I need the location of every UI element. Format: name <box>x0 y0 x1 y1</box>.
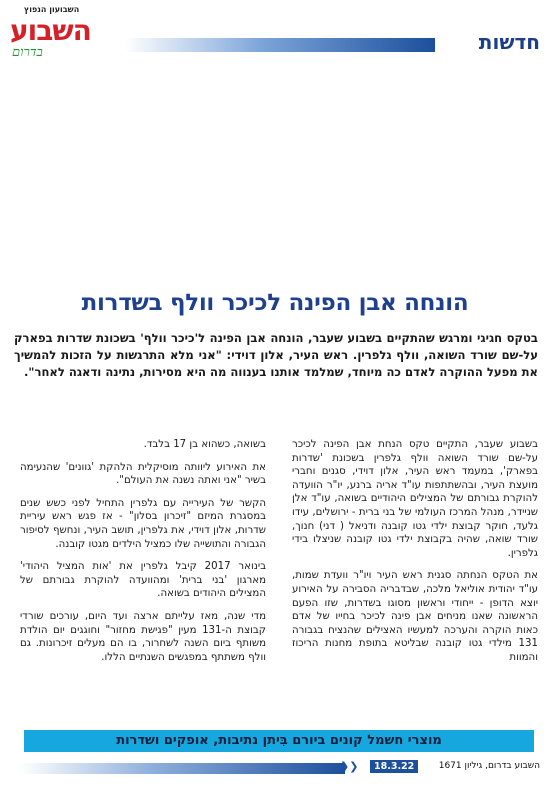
billboard-body: פינת זיכרון לכיכר וולף גלפרין שורד השואה <box>361 107 442 121</box>
body-paragraph: מדי שנה, מאז עלייתם ארצה ועד היום, עורכים שורדי קבוצת ה-131 מעין "פגישת מחזור" וחוגגים יום הולדת משותף ביום השנה לשחרור, בו הם מעלים זיכרונות. גם וולף משתתף במפגשים השנתיים הללו. <box>20 610 267 663</box>
city-emblem-icon <box>174 205 218 269</box>
advertisement-banner[interactable]: מוצרי חשמל קונים ביורם בִּיתן נתיבות, אופקים ושדרות <box>24 730 534 752</box>
footer-gradient-bar <box>20 763 345 774</box>
background-ground <box>0 245 550 288</box>
podium <box>65 152 245 288</box>
billboard-title: "כל איש יש שם שנתן לו אלוקים" <box>369 83 446 100</box>
body-paragraph: בשבוע שעבר, התקיים טקס הנחת אבן הפינה לכיכר על-שם שורד השואה וולף גלפרין בשכונת 'שדרות בפארק', במעמד ראש העיר, אלון דוידי, סגנים וחברי מועצת העיר, ובהשתתפות עו"ד אריה ברנע, יו"ר הוועדה להוקרת גבורתם של המצילים היהודיים בשואה, עו"ד אלן שניידר, מנהל המרכז העולמי של בני ברית - ירושלים, עידו גלעד, חוקר קבוצת ילדי גטו קובנה ודניאל ( דני) חנוך, שורד שואה, שהיה בקבוצת ילדי גטו קובנה שניצלו בידי גלפרין. <box>292 439 538 559</box>
body-paragraph: הקשר של העירייה עם גלפרין התחיל לפני כשש שנים במסגרת המיזם "זיכרון בסלון" - אז פגש ראש עיריית שדרות, אלון דוידי, את גלפרין, תושב העיר, ונחשף לסיפור הגבורה והתושייה שלו כמציל הילדים מגטו קובנה. <box>20 497 266 550</box>
body-paragraph: את הטקס הנחתה סגנית ראש העיר ויו"ר וועדת שמות, עו"ד יהודית אוליאל מלכה, שבדבריה הסבירה על האירוע יוצא הדופן - ייחודי וראשון מסוגו בשדרות, שזו הפעם הראשונה שאנו מניחים אבן פינה לכיכר בחייו של אדם כאות הוקרה והערכה למעשיו האצילים שהנציח בגבורה 131 מילדי גטו קובנה שבליטא בתופת מחנות הריכוז והמוות <box>292 570 538 663</box>
logo-tagline: השבועון הנפוץ <box>24 5 80 14</box>
footer-issue: השבוע בדרום, גיליון 1671 <box>438 761 540 771</box>
speaker-figure <box>30 48 150 288</box>
newspaper-logo-sub: בדרום <box>12 45 43 60</box>
footer-arrows-icon: ❯❯ <box>340 760 359 773</box>
microphone-stand-icon <box>470 205 510 285</box>
city-emblem-plate <box>168 186 222 276</box>
section-gradient-bar <box>125 38 435 52</box>
page-header <box>0 0 550 58</box>
background-road <box>0 190 550 250</box>
portrait-illustration <box>244 63 352 171</box>
footer-date: 18.3.22 <box>370 760 418 773</box>
section-label: חדשות <box>478 30 540 54</box>
billboard-green-box: כיכר וולף גלפרין <box>352 139 444 159</box>
body-paragraph: בשואה, כשהוא בן 17 בלבד. <box>143 439 266 450</box>
memorial-billboard <box>232 57 454 173</box>
article-lead: בטקס חגיגי ומרגש שהתקיים בשבוע שעבר, הונחה אבן הפינה ל'כיכר וולף' בשכונת שדרות בפארק על-שם שורד השואה, וולף גלפרין. ראש העיר, אלון דוידי: "אני מלא התרגשות על הזכות להמשיך את מפעל ההוקרה לאדם כה מיוחד, שמלמד אותנו בענווה מה היא מסירות, נתינה ודאגה לאחר". <box>14 331 538 379</box>
background-bush <box>0 125 40 155</box>
municipal-logo-icon <box>432 61 444 73</box>
billboard-head: עיריית שדרות <box>402 63 446 71</box>
podium-sign-text: שדרות <box>182 191 210 201</box>
newspaper-logo: השבוע <box>10 14 91 47</box>
body-paragraph: בינואר 2017 קיבל גלפרין את 'אות המציל היהודי' מארגון 'בני ברית' ומהוועדה להוקרת גבורתם של המצילים היהודים בשואה. <box>20 561 266 600</box>
article-column-left <box>20 438 266 673</box>
article-headline: הונחה אבן הפינה לכיכר וולף בשדרות <box>81 290 469 316</box>
article-column-right <box>292 438 538 674</box>
body-paragraph: את האירוע ליוותה מוסיקלית הלהקת 'גוונים' שהנעימה בשיר "אני ואתה נשנה את העולם". <box>20 461 266 487</box>
podium-top <box>60 148 250 156</box>
background-curb <box>0 183 550 191</box>
